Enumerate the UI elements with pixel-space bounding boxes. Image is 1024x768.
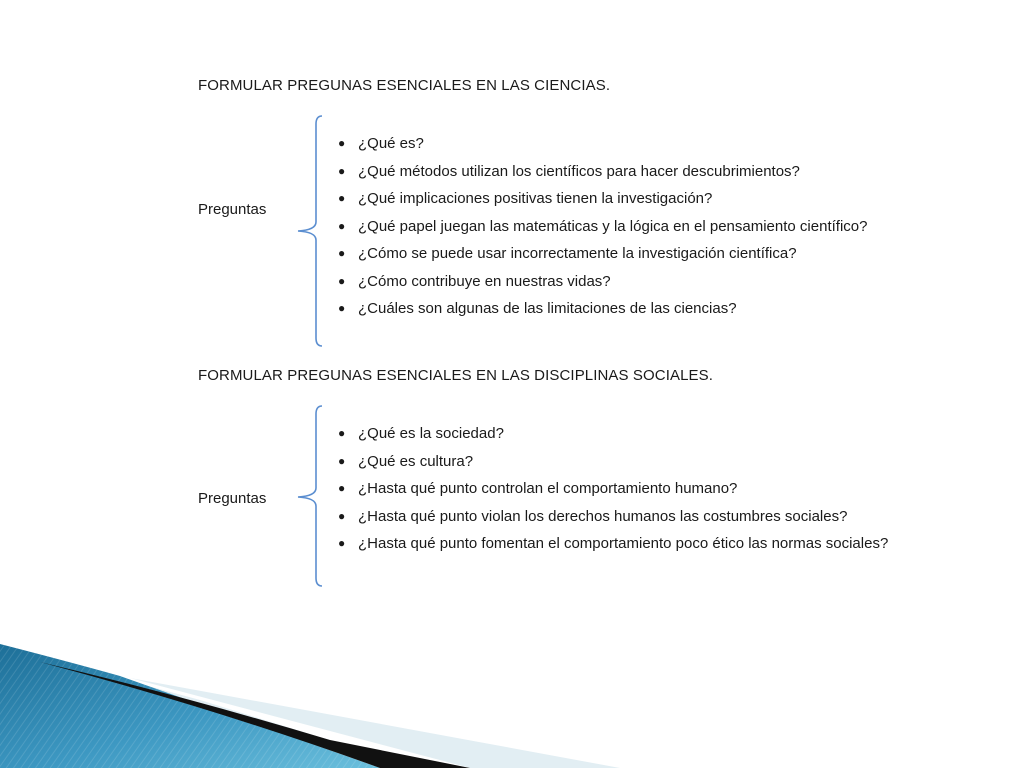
decorative-swoosh	[0, 640, 1024, 768]
section-2-brace	[292, 404, 340, 588]
bullet-icon: ●	[338, 246, 346, 260]
question-text: ¿Qué es?	[358, 135, 424, 152]
bullet-icon: ●	[338, 136, 346, 150]
bullet-icon: ●	[338, 191, 346, 205]
list-item	[336, 530, 888, 558]
question-text: ¿Qué es la sociedad?	[358, 425, 504, 442]
question-text: ¿Cómo se puede usar incorrectamente la investigación científica?	[358, 245, 797, 262]
question-text: ¿Qué métodos utilizan los científicos para hacer descubrimientos?	[358, 162, 800, 180]
list-item	[336, 240, 867, 268]
list-item	[336, 503, 888, 531]
bullet-icon: ●	[338, 508, 346, 523]
bullet-icon: ●	[338, 218, 346, 233]
section-2-question-list	[336, 420, 888, 558]
bullet-icon: ●	[338, 481, 346, 495]
question-text: ¿Hasta qué punto violan los derechos humanos las costumbres sociales?	[358, 507, 848, 525]
bullet-icon: ●	[338, 301, 346, 315]
list-item	[336, 420, 888, 448]
question-text: ¿Cuáles son algunas de las limitaciones de las ciencias?	[358, 300, 737, 317]
question-text: ¿Hasta qué punto fomentan el comportamiento poco ético las normas sociales?	[358, 535, 889, 552]
bullet-icon: ●	[338, 536, 346, 550]
list-item	[336, 295, 867, 323]
section-1-heading: FORMULAR PREGUNAS ESENCIALES EN LAS CIENCIAS.	[198, 77, 611, 94]
bullet-icon: ●	[338, 163, 346, 178]
list-item	[336, 185, 867, 213]
section-1-label: Preguntas	[198, 201, 267, 218]
question-text: ¿Qué papel juegan las matemáticas y la lógica en el pensamiento científico?	[358, 217, 868, 235]
section-1-brace	[292, 114, 340, 348]
list-item	[336, 268, 867, 296]
bullet-icon: ●	[338, 273, 346, 288]
list-item	[336, 213, 867, 241]
question-text: ¿Qué es cultura?	[358, 452, 474, 470]
section-1-question-list	[336, 130, 867, 323]
question-text: ¿Hasta qué punto controlan el comportamiento humano?	[358, 480, 738, 497]
list-item	[336, 475, 888, 503]
list-item	[336, 448, 888, 476]
section-2-heading: FORMULAR PREGUNAS ESENCIALES EN LAS DISCIPLINAS SOCIALES.	[198, 367, 714, 384]
question-text: ¿Qué implicaciones positivas tienen la investigación?	[358, 190, 713, 207]
section-2-label: Preguntas	[198, 490, 267, 507]
question-text: ¿Cómo contribuye en nuestras vidas?	[358, 272, 611, 290]
list-item	[336, 130, 867, 158]
bullet-icon: ●	[338, 453, 346, 468]
list-item	[336, 158, 867, 186]
bullet-icon: ●	[338, 426, 346, 440]
